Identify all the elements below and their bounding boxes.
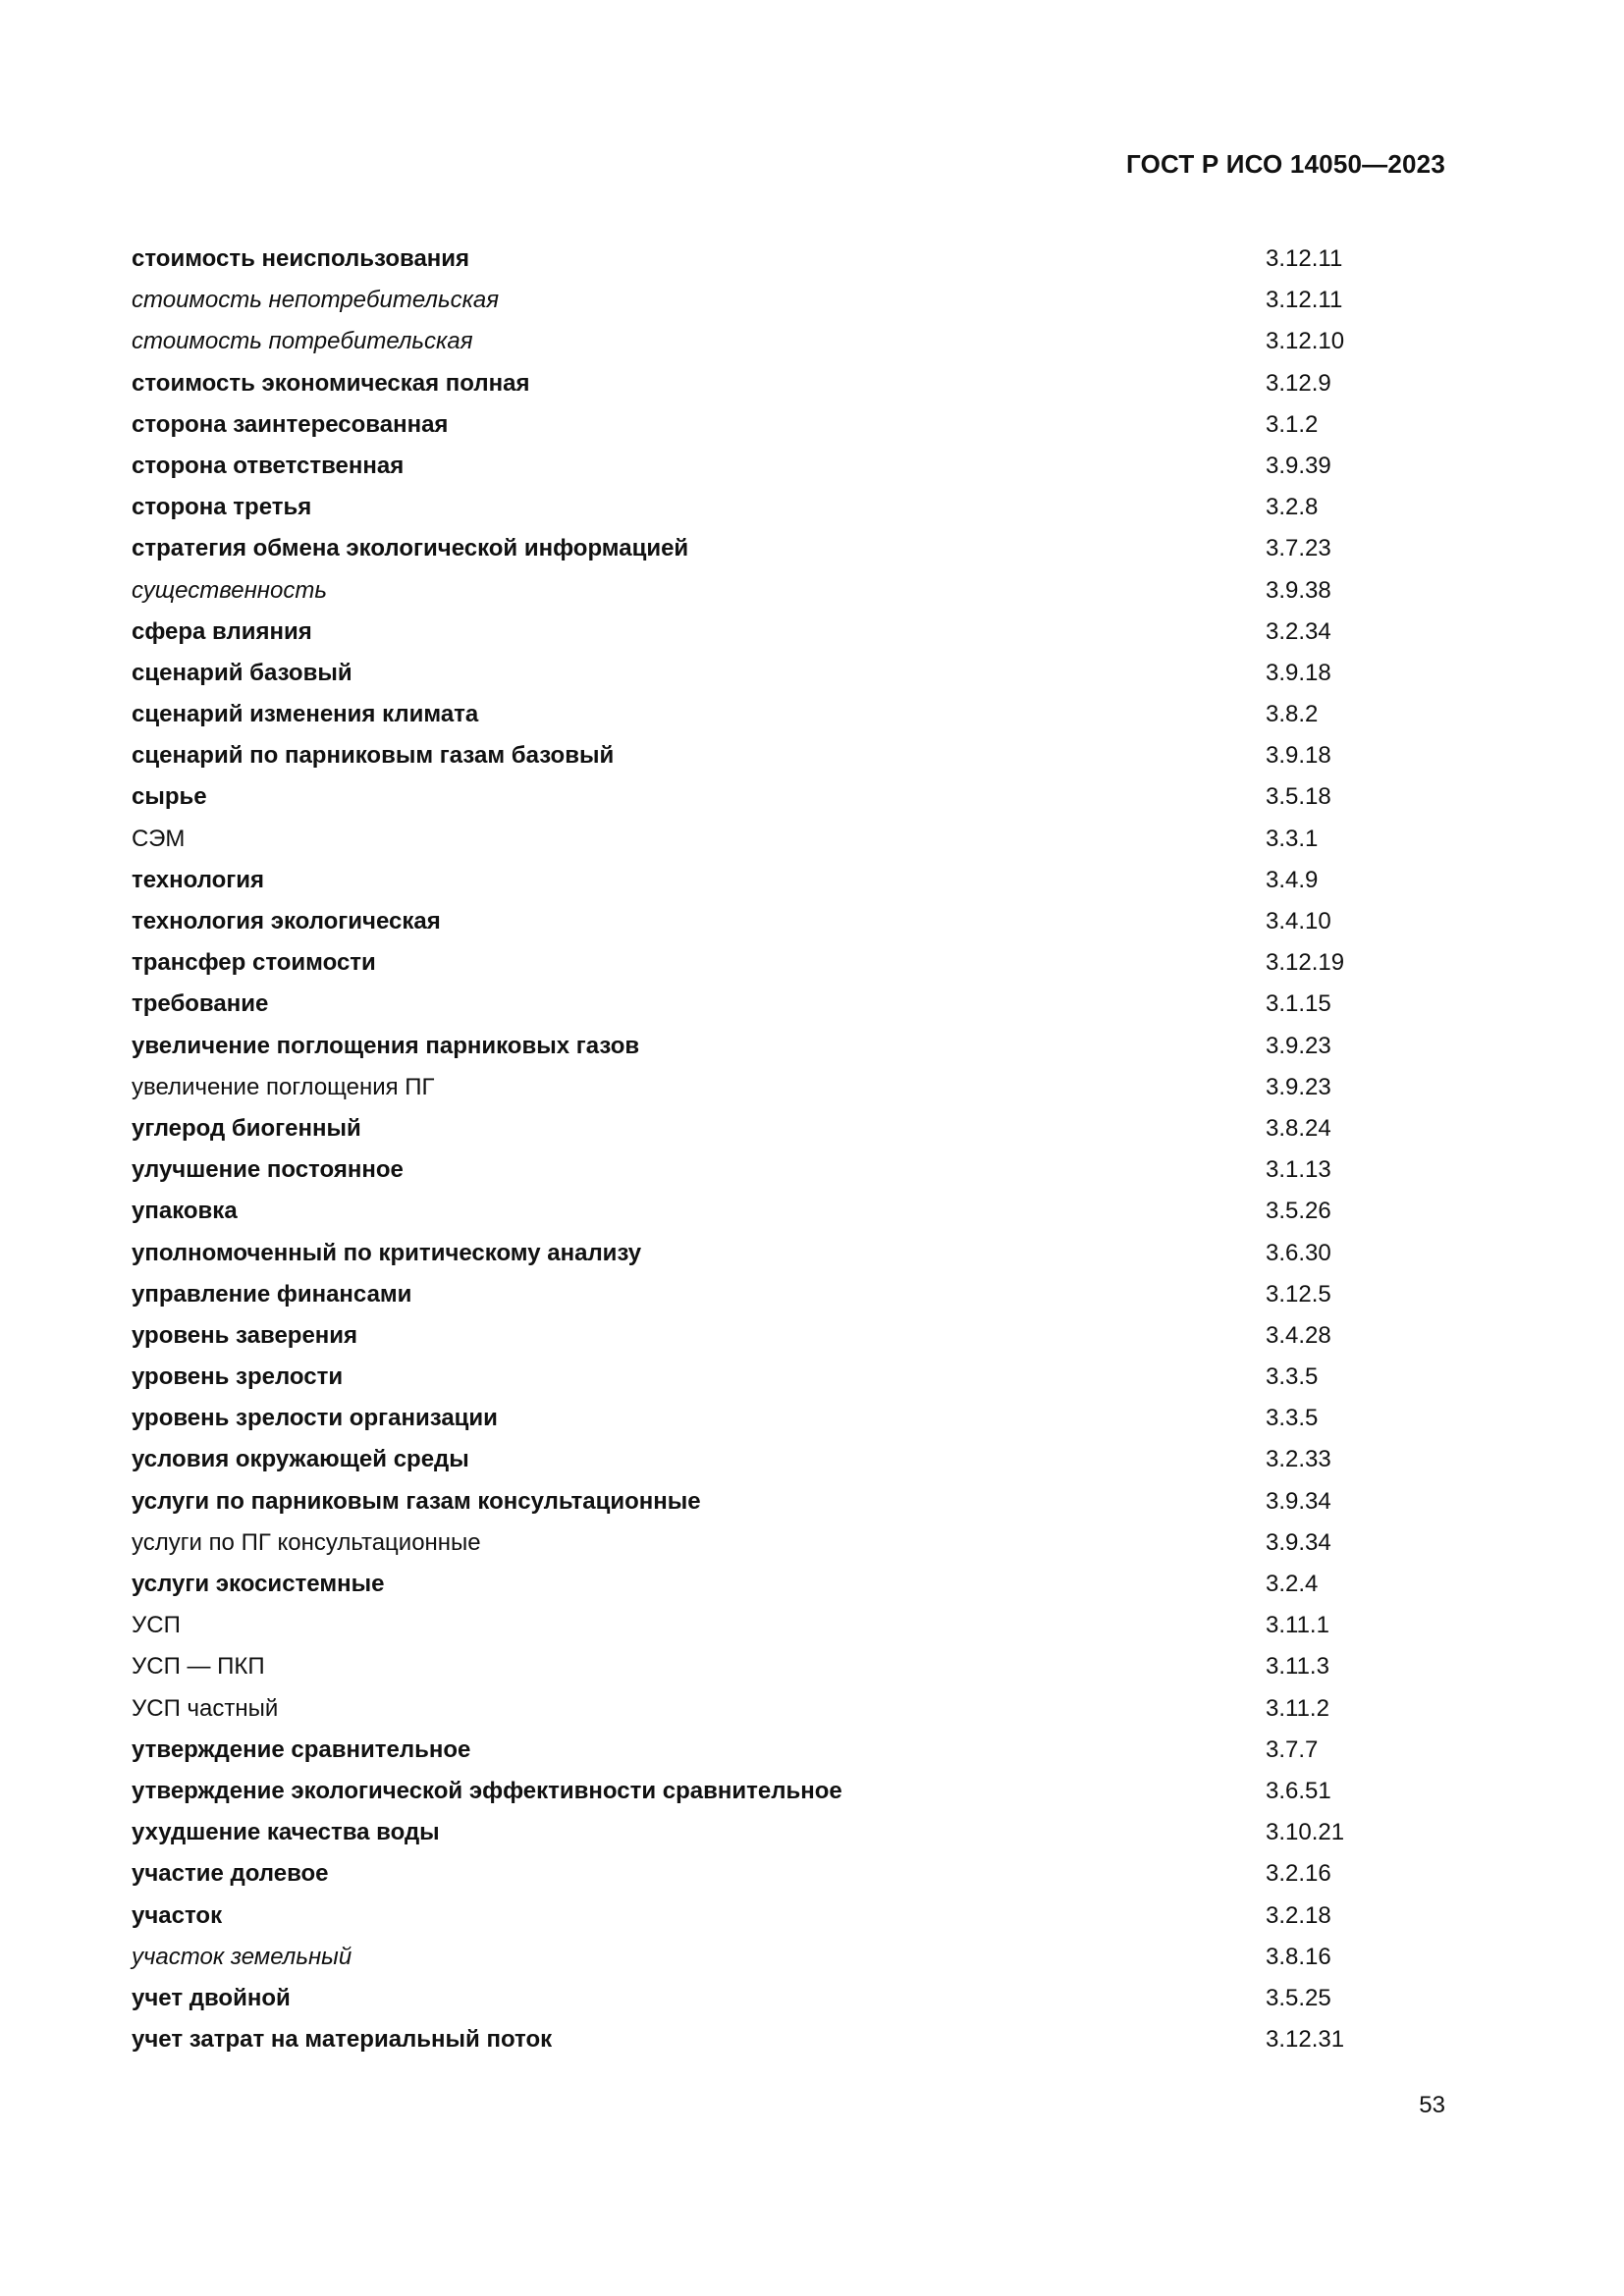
- index-term: уровень заверения: [132, 1321, 358, 1349]
- index-entry: [132, 1439, 1349, 1480]
- index-entry: [132, 1896, 1349, 1937]
- index-entry: [132, 1978, 1349, 2019]
- index-reference: 3.6.51: [1266, 1777, 1331, 1804]
- index-term: услуги по ПГ консультационные: [132, 1528, 481, 1556]
- index-entry: [132, 1688, 1349, 1730]
- index-reference: 3.8.16: [1266, 1943, 1331, 1970]
- index-reference: 3.5.18: [1266, 783, 1331, 811]
- index-entry: [132, 901, 1349, 942]
- index-term: сценарий по парниковым газам базовый: [132, 742, 615, 770]
- index-entry: [132, 1191, 1349, 1232]
- index-reference: 3.5.25: [1266, 1984, 1331, 2011]
- index-reference: 3.3.5: [1266, 1363, 1319, 1391]
- index-term: увеличение поглощения парниковых газов: [132, 1032, 640, 1059]
- index-reference: 3.4.10: [1266, 908, 1331, 934]
- index-entry: [132, 239, 1349, 280]
- index-entry: [132, 2019, 1349, 2060]
- index-reference: 3.6.30: [1266, 1239, 1331, 1266]
- index-entry: [132, 1522, 1349, 1564]
- index-entry: [132, 1771, 1349, 1812]
- index-reference: 3.4.9: [1266, 866, 1319, 893]
- index-term: требование: [132, 990, 269, 1018]
- index-entry: [132, 1646, 1349, 1687]
- index-reference: 3.1.13: [1266, 1156, 1331, 1184]
- index-term: трансфер стоимости: [132, 949, 376, 977]
- index-reference: 3.12.11: [1266, 245, 1343, 272]
- index-entry: [132, 1481, 1349, 1522]
- index-reference: 3.4.28: [1266, 1321, 1331, 1349]
- index-entry: [132, 1937, 1349, 1978]
- index-entry: [132, 321, 1349, 362]
- index-entry: [132, 1149, 1349, 1191]
- index-term: сторона заинтересованная: [132, 410, 449, 438]
- index-term: сценарий изменения климата: [132, 701, 479, 728]
- index-entry: [132, 1564, 1349, 1605]
- index-term: утверждение сравнительное: [132, 1735, 471, 1763]
- index-entry: [132, 776, 1349, 818]
- index-term: стоимость потребительская: [132, 328, 473, 355]
- index-reference: 3.5.26: [1266, 1198, 1331, 1225]
- index-reference: 3.10.21: [1266, 1819, 1345, 1846]
- page-number: 53: [1419, 2092, 1445, 2118]
- index-term: стоимость непотребительская: [132, 287, 500, 314]
- index-entry: [132, 653, 1349, 694]
- index-reference: 3.2.33: [1266, 1446, 1331, 1473]
- index-term: углерод биогенный: [132, 1114, 361, 1142]
- document-header: ГОСТ Р ИСО 14050—2023: [1125, 149, 1445, 179]
- index-term: сценарий базовый: [132, 659, 352, 686]
- index-reference: 3.2.8: [1266, 494, 1319, 521]
- index-reference: 3.9.39: [1266, 452, 1331, 479]
- index-entry: [132, 1853, 1349, 1895]
- index-entry: [132, 1067, 1349, 1108]
- index-term: условия окружающей среды: [132, 1446, 469, 1473]
- index-term: сторона ответственная: [132, 452, 405, 479]
- index-reference: 3.11.3: [1266, 1653, 1329, 1681]
- index-entry: [132, 942, 1349, 984]
- index-term: утверждение экологической эффективности сравнительное: [132, 1777, 842, 1804]
- index-reference: 3.2.16: [1266, 1860, 1331, 1888]
- index-entry: [132, 860, 1349, 901]
- index-entry: [132, 280, 1349, 321]
- index-term: стратегия обмена экологической информацией: [132, 535, 689, 562]
- index-reference: 3.9.23: [1266, 1032, 1331, 1059]
- index-reference: 3.11.1: [1266, 1612, 1329, 1639]
- index-term: ухудшение качества воды: [132, 1819, 440, 1846]
- index-reference: 3.2.34: [1266, 617, 1331, 645]
- index-entry: [132, 363, 1349, 404]
- index-entry: [132, 1605, 1349, 1646]
- index-entry: [132, 570, 1349, 612]
- index-reference: 3.9.34: [1266, 1487, 1331, 1515]
- index-term: существенность: [132, 576, 327, 604]
- index-term: участие долевое: [132, 1860, 329, 1888]
- index-entry: [132, 446, 1349, 487]
- index-reference: 3.11.2: [1266, 1694, 1329, 1722]
- index-entry: [132, 984, 1349, 1025]
- index-reference: 3.12.9: [1266, 369, 1331, 397]
- index-term: технология: [132, 866, 265, 893]
- index-entry: [132, 735, 1349, 776]
- index-entry: [132, 1398, 1349, 1439]
- index-term: уполномоченный по критическому анализу: [132, 1239, 642, 1266]
- index-term: уровень зрелости: [132, 1363, 344, 1391]
- index-reference: 3.9.34: [1266, 1528, 1331, 1556]
- index-term: стоимость экономическая полная: [132, 369, 530, 397]
- index-term: стоимость неиспользования: [132, 245, 470, 272]
- index-reference: 3.7.23: [1266, 535, 1331, 562]
- index-entry: [132, 819, 1349, 860]
- index-term: участок: [132, 1901, 223, 1929]
- index-entry: [132, 612, 1349, 653]
- index-term: упаковка: [132, 1198, 238, 1225]
- index-term: учет затрат на материальный поток: [132, 2026, 553, 2054]
- index-term: технология экологическая: [132, 908, 441, 934]
- index-entry: [132, 1274, 1349, 1315]
- index-term: участок земельный: [132, 1943, 352, 1970]
- index-term: УСП частный: [132, 1694, 279, 1722]
- index-reference: 3.12.10: [1266, 328, 1345, 355]
- index-term: услуги экосистемные: [132, 1571, 385, 1597]
- index-entry: [132, 694, 1349, 735]
- index-term: учет двойной: [132, 1984, 291, 2011]
- index-entry: [132, 1357, 1349, 1398]
- index-term: СЭМ: [132, 825, 186, 852]
- index-reference: 3.8.2: [1266, 701, 1319, 728]
- index-entry: [132, 487, 1349, 528]
- index-entry: [132, 1315, 1349, 1357]
- index-reference: 3.3.5: [1266, 1405, 1319, 1432]
- index-term: сырье: [132, 783, 207, 811]
- index-reference: 3.9.18: [1266, 659, 1331, 686]
- index-reference: 3.12.5: [1266, 1280, 1331, 1308]
- index-reference: 3.7.7: [1266, 1735, 1319, 1763]
- index-reference: 3.8.24: [1266, 1114, 1331, 1142]
- index-reference: 3.2.18: [1266, 1901, 1331, 1929]
- index-term: УСП — ПКП: [132, 1653, 265, 1681]
- index-reference: 3.9.23: [1266, 1073, 1331, 1100]
- index-term: управление финансами: [132, 1280, 412, 1308]
- index-reference: 3.12.19: [1266, 949, 1345, 977]
- index-term: УСП: [132, 1612, 181, 1639]
- index-entry: [132, 1233, 1349, 1274]
- index-entry: [132, 1812, 1349, 1853]
- index-reference: 3.1.15: [1266, 990, 1331, 1018]
- index-reference: 3.12.11: [1266, 287, 1343, 314]
- index-reference: 3.2.4: [1266, 1571, 1319, 1597]
- index-reference: 3.3.1: [1266, 825, 1319, 852]
- index-reference: 3.9.38: [1266, 576, 1331, 604]
- index-entry: [132, 404, 1349, 446]
- index-reference: 3.9.18: [1266, 742, 1331, 770]
- index-list: [132, 239, 1349, 2060]
- index-term: уровень зрелости организации: [132, 1405, 498, 1432]
- index-reference: 3.1.2: [1266, 410, 1319, 438]
- index-entry: [132, 1108, 1349, 1149]
- index-term: улучшение постоянное: [132, 1156, 404, 1184]
- index-reference: 3.12.31: [1266, 2026, 1345, 2054]
- index-entry: [132, 1026, 1349, 1067]
- index-entry: [132, 528, 1349, 569]
- index-term: сфера влияния: [132, 617, 312, 645]
- index-term: увеличение поглощения ПГ: [132, 1073, 435, 1100]
- index-term: услуги по парниковым газам консультационные: [132, 1487, 701, 1515]
- index-term: сторона третья: [132, 494, 312, 521]
- index-entry: [132, 1730, 1349, 1771]
